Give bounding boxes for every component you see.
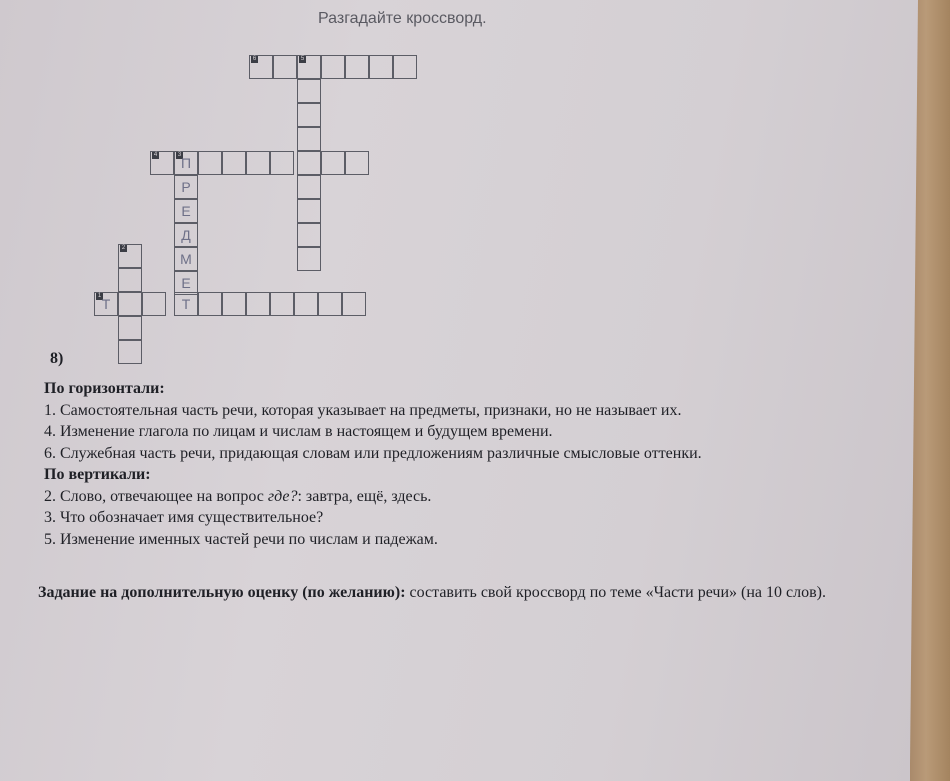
crossword-cell[interactable]	[297, 199, 321, 223]
vertical-heading: По вертикали:	[44, 466, 151, 483]
clue-vertical-5: 5. Изменение именных частей речи по числам и падежам.	[44, 530, 438, 548]
crossword-cell[interactable]	[150, 151, 174, 175]
crossword-cell[interactable]	[297, 55, 321, 79]
page-title: Разгадайте кроссворд.	[318, 10, 487, 27]
crossword-cell[interactable]	[198, 292, 222, 316]
crossword-cell[interactable]	[297, 127, 321, 151]
crossword-cell[interactable]	[118, 292, 142, 316]
crossword-cell[interactable]	[345, 151, 369, 175]
crossword-cell[interactable]	[345, 55, 369, 79]
handwritten-letter: Д	[181, 227, 191, 243]
crossword-cell[interactable]	[222, 292, 246, 316]
clue-number: 2	[121, 245, 126, 251]
clue-number: 3	[177, 152, 182, 158]
crossword-cell[interactable]	[246, 151, 270, 175]
clue-horizontal-1: 1. Самостоятельная часть речи, которая указывает на предметы, признаки, но не называет их.	[44, 401, 682, 419]
clue-number: 6	[252, 56, 257, 62]
clues-block	[44, 378, 864, 550]
crossword-cell[interactable]	[294, 292, 318, 316]
handwritten-letter: Р	[181, 179, 191, 195]
crossword-cell[interactable]	[342, 292, 366, 316]
crossword-cell[interactable]	[222, 151, 246, 175]
handwritten-letter: Е	[181, 275, 191, 291]
clue-italic: где?	[267, 487, 298, 505]
handwritten-letter: Е	[181, 203, 191, 219]
crossword-cell[interactable]	[297, 79, 321, 103]
clue-number: 4	[153, 152, 158, 158]
extra-task-text: составить свой кроссворд по теме «Части речи» (на 10 слов).	[405, 584, 826, 601]
crossword-cell[interactable]	[273, 55, 297, 79]
crossword-cell[interactable]	[118, 340, 142, 364]
handwritten-letter: Т	[181, 296, 191, 312]
crossword-cell[interactable]	[198, 151, 222, 175]
crossword-cell[interactable]	[297, 175, 321, 199]
task-number: 8)	[50, 350, 64, 367]
crossword-cell[interactable]	[118, 268, 142, 292]
extra-task	[38, 580, 868, 606]
crossword-cell[interactable]	[246, 292, 270, 316]
crossword-cell[interactable]	[297, 103, 321, 127]
crossword-cell[interactable]	[174, 151, 198, 175]
crossword-cell[interactable]	[318, 292, 342, 316]
crossword-cell[interactable]	[249, 55, 273, 79]
clue-horizontal-4: 4. Изменение глагола по лицам и числам в настоящем и будущем времени.	[44, 423, 553, 440]
crossword-cell[interactable]	[297, 223, 321, 247]
crossword-cell[interactable]	[270, 151, 294, 175]
clue-horizontal-6: 6. Служебная часть речи, придающая словам или предложениям различные смысловые оттенки.	[44, 444, 702, 462]
clue-text: : завтра, ещё, здесь.	[297, 487, 432, 505]
crossword-cell[interactable]	[142, 292, 166, 316]
horizontal-heading: По горизонтали:	[44, 380, 165, 397]
clue-text: 2. Слово, отвечающее на вопрос	[44, 487, 268, 505]
crossword-cell[interactable]	[118, 316, 142, 340]
crossword-cell[interactable]	[369, 55, 393, 79]
crossword-cell[interactable]	[174, 247, 198, 271]
handwritten-letter: Т	[101, 296, 111, 312]
crossword-cell[interactable]	[321, 151, 345, 175]
clue-vertical-3: 3. Что обозначает имя существительное?	[44, 509, 324, 526]
crossword-cell[interactable]	[174, 292, 198, 316]
crossword-cell[interactable]	[174, 199, 198, 223]
clue-number: 1	[97, 293, 102, 299]
clue-vertical-2	[44, 486, 864, 508]
extra-task-heading: Задание на дополнительную оценку (по желанию):	[38, 584, 406, 601]
handwritten-letter: П	[180, 155, 192, 171]
crossword-cell[interactable]	[297, 151, 321, 175]
crossword-cell[interactable]	[270, 292, 294, 316]
crossword-cell[interactable]	[118, 244, 142, 268]
crossword-cell[interactable]	[174, 223, 198, 247]
crossword-cell[interactable]	[297, 247, 321, 271]
crossword-cell[interactable]	[393, 55, 417, 79]
crossword-cell[interactable]	[321, 55, 345, 79]
crossword-cell[interactable]	[174, 175, 198, 199]
crossword-cell[interactable]	[94, 292, 118, 316]
clue-number: 5	[300, 56, 305, 62]
handwritten-letter: М	[180, 251, 192, 267]
